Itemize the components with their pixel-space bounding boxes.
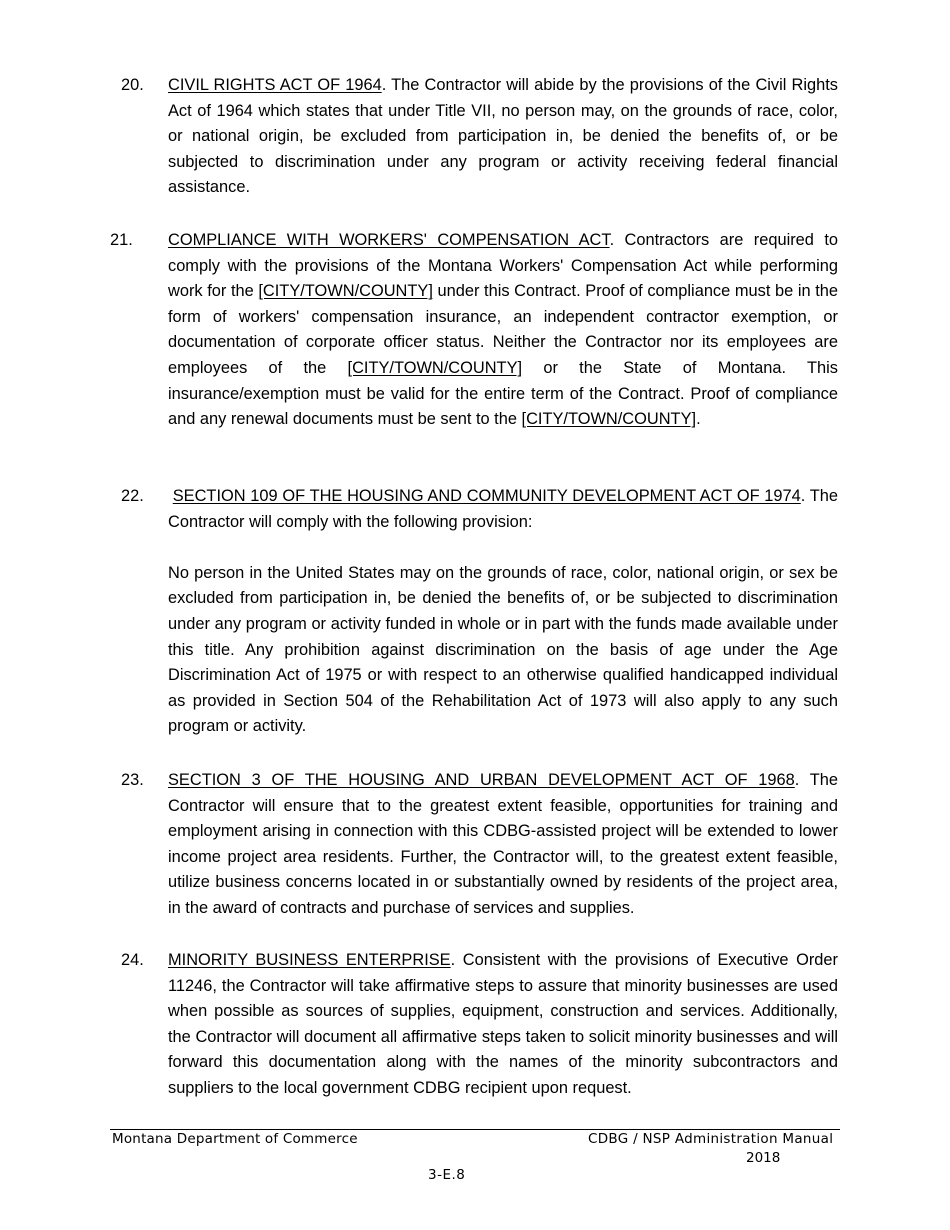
section-24	[110, 948, 838, 1102]
section-body	[168, 484, 838, 740]
section-20	[110, 73, 838, 201]
section-text: or the State of Montana. This insurance/exemption must be valid for the entire term of the Contract. Proof of compliance and any renewal documents must be sent to the	[168, 358, 838, 429]
section-text: . The Contractor will abide by the provisions of the Civil Rights Act of 1964 which states that under Title VII, no person may, on the grounds of race, color, or national origin, be excluded from participation in, be denied the benefits of, or be subjected to discrimination under any program or activity receiving federal financial assistance.	[168, 76, 839, 197]
section-paragraph	[168, 484, 838, 535]
section-heading: CIVIL RIGHTS ACT OF 1964	[168, 76, 382, 94]
section-paragraph	[168, 768, 838, 922]
section-text: .	[696, 410, 701, 429]
section-paragraph	[168, 948, 838, 1102]
section-heading: MINORITY BUSINESS ENTERPRISE	[168, 951, 451, 969]
placeholder-city-town-county: [CITY/TOWN/COUNTY]	[347, 358, 523, 377]
page-number: 3-E.8	[428, 1167, 466, 1183]
section-number: 24.	[121, 951, 144, 969]
section-body	[168, 948, 838, 1102]
section-text: . The Contractor will comply with the following provision:	[168, 487, 838, 531]
section-body	[168, 768, 838, 922]
footer-manual-title: CDBG / NSP Administration Manual	[588, 1131, 834, 1147]
section-text: . Consistent with the provisions of Executive Order 11246, the Contractor will take affirmative steps to assure that minority businesses are used when possible as sources of supplies, equipment, construction and services. Additionally, the Contractor will document all affirmative steps taken to solicit minority businesses and will forward this documentation along with the names of the minority subcontractors and suppliers to the local government CDBG recipient upon request.	[168, 951, 838, 1097]
section-paragraph	[168, 73, 838, 201]
footer-divider	[110, 1129, 840, 1130]
section-body	[168, 73, 838, 201]
footer-year: 2018	[746, 1150, 781, 1166]
section-21	[110, 228, 838, 433]
section-number: 23.	[121, 771, 144, 789]
section-heading: COMPLIANCE WITH WORKERS' COMPENSATION ACT	[168, 231, 610, 249]
placeholder-city-town-county: [CITY/TOWN/COUNTY]	[258, 282, 433, 301]
section-body	[168, 228, 838, 433]
section-text: . The Contractor will ensure that to the greatest extent feasible, opportunities for training and employment arising in connection with this CDBG-assisted project will be extended to lower income project area residents. Further, the Contractor will, to the greatest extent feasible, utilize business concerns located in or substantially owned by residents of the project area, in the award of contracts and purchase of services and supplies.	[168, 771, 838, 917]
section-number: 21.	[110, 231, 133, 249]
section-number: 22.	[121, 487, 144, 505]
section-heading: SECTION 3 OF THE HOUSING AND URBAN DEVELOPMENT ACT OF 1968	[168, 771, 795, 789]
section-provision: No person in the United States may on the grounds of race, color, national origin, or sex be excluded from participation in, be denied the benefits of, or be subjected to discrimination under any program or activity funded in whole or in part with the funds made available under this title. Any prohibition against discrimination on the basis of age under the Age Discrimination Act of 1975 or with respect to an otherwise qualified handicapped individual as provided in Section 504 of the Rehabilitation Act of 1973 will also apply to any such program or activity.	[168, 563, 838, 736]
section-heading: SECTION 109 OF THE HOUSING AND COMMUNITY DEVELOPMENT ACT OF 1974	[172, 487, 801, 505]
section-paragraph	[168, 228, 838, 433]
section-text: . Contractors are required to comply with the provisions of the Montana Workers' Compensation Act while performing work for the	[168, 231, 839, 301]
footer-department: Montana Department of Commerce	[112, 1131, 358, 1147]
placeholder-city-town-county: [CITY/TOWN/COUNTY]	[521, 410, 697, 429]
section-text: under this Contract. Proof of compliance must be in the form of workers' compensation insurance, an independent contractor exemption, or documentation of corporate officer status. Neither the Contractor nor its employees are employees of the	[168, 282, 838, 377]
section-22	[110, 484, 838, 740]
section-23	[110, 768, 838, 922]
section-number: 20.	[121, 76, 144, 94]
